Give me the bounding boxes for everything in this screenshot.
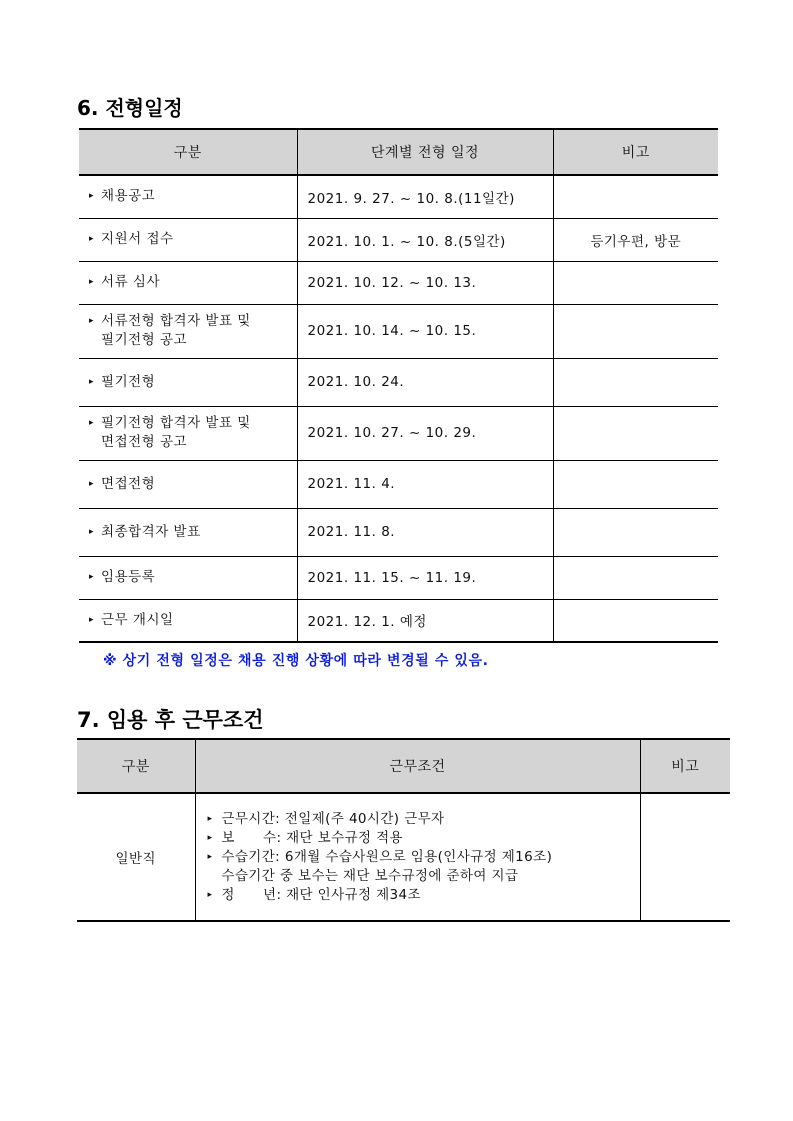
condition-item: [208, 848, 640, 886]
bullet-icon: ▸: [89, 418, 95, 428]
schedule-row: [79, 304, 718, 358]
stage-label: 필기전형 합격자 발표 및 면접전형 공고: [101, 415, 251, 450]
schedule-row: [79, 508, 718, 556]
note-cell: [553, 508, 718, 556]
conditions-table: [77, 738, 730, 922]
bullet-icon: ▸: [89, 526, 95, 537]
stage-cell: [79, 406, 297, 460]
note-cell: [553, 460, 718, 508]
stage-cell: [79, 175, 297, 218]
bullet-icon: ▸: [89, 376, 95, 387]
bullet-icon: ▸: [207, 832, 213, 843]
schedule-notice: ※ 상기 전형 일정은 채용 진행 상황에 따라 변경될 수 있음.: [103, 653, 489, 669]
note-cell: [553, 406, 718, 460]
date-cell: 2021. 11. 4.: [297, 460, 553, 508]
stage-label: 채용공고: [101, 188, 156, 205]
bullet-icon: ▸: [89, 572, 95, 582]
date-cell: 2021. 10. 1. ~ 10. 8.(5일간): [297, 218, 553, 261]
conditions-header-row: [77, 739, 730, 793]
stage-cell: [79, 556, 297, 599]
stage-cell: [79, 599, 297, 642]
stage-label: 임용등록: [101, 569, 156, 585]
bullet-icon: ▸: [207, 813, 213, 824]
conditions-note: [640, 793, 730, 921]
conditions-header-note: 비고: [640, 739, 730, 793]
condition-item: [208, 886, 640, 905]
condition-item: [208, 829, 640, 848]
schedule-row: [79, 358, 718, 406]
date-cell: 2021. 10. 27. ~ 10. 29.: [297, 406, 553, 460]
stage-cell: [79, 261, 297, 304]
schedule-row: [79, 261, 718, 304]
condition-text: 수습기간: 6개월 수습사원으로 임용(인사규정 제16조) 수습기간 중 보수는 재단 보수규정에 준하여 지급: [221, 848, 553, 884]
stage-cell: [79, 460, 297, 508]
note-cell: [553, 175, 718, 218]
section-6-title: 6. 전형일정: [77, 96, 183, 120]
note-cell: [553, 599, 718, 642]
date-cell: 2021. 10. 24.: [297, 358, 553, 406]
header-category: 구분: [79, 129, 297, 175]
header-note: 비고: [553, 129, 718, 175]
schedule-row: [79, 406, 718, 460]
bullet-icon: ▸: [89, 277, 95, 287]
condition-item: [208, 810, 640, 829]
section-7-title: 7. 임용 후 근무조건: [77, 708, 264, 732]
stage-cell: [79, 304, 297, 358]
stage-label: 최종합격자 발표: [101, 523, 201, 540]
bullet-icon: ▸: [89, 234, 95, 244]
stage-cell: [79, 508, 297, 556]
bullet-icon: ▸: [89, 316, 95, 326]
bullet-icon: ▸: [207, 889, 213, 900]
condition-text: 근무시간: 전일제(주 40시간) 근무자: [221, 810, 445, 827]
stage-cell: [79, 218, 297, 261]
stage-label: 서류 심사: [101, 274, 160, 290]
employment-category: 일반직: [115, 851, 157, 867]
bullet-icon: ▸: [89, 478, 95, 489]
conditions-row: [77, 793, 730, 921]
date-cell: 2021. 12. 1. 예정: [297, 599, 553, 642]
condition-text: 보 수: 재단 보수규정 적용: [221, 829, 404, 846]
header-schedule: 단계별 전형 일정: [297, 129, 553, 175]
date-cell: 2021. 10. 12. ~ 10. 13.: [297, 261, 553, 304]
schedule-row: [79, 175, 718, 218]
bullet-icon: ▸: [89, 191, 95, 202]
stage-label: 면접전형: [101, 475, 156, 492]
conditions-list: [196, 810, 640, 905]
date-cell: 2021. 9. 27. ~ 10. 8.(11일간): [297, 175, 553, 218]
conditions-header-category: 구분: [77, 739, 195, 793]
schedule-row: [79, 556, 718, 599]
date-cell: 2021. 11. 8.: [297, 508, 553, 556]
note-cell: [553, 556, 718, 599]
note-cell: [553, 358, 718, 406]
conditions-cell: [195, 793, 640, 921]
schedule-table: [79, 128, 718, 643]
date-cell: 2021. 11. 15. ~ 11. 19.: [297, 556, 553, 599]
schedule-row: [79, 599, 718, 642]
note-cell: [553, 304, 718, 358]
condition-text: 정 년: 재단 인사규정 제34조: [221, 886, 421, 903]
schedule-row: [79, 460, 718, 508]
stage-label: 서류전형 합격자 발표 및 필기전형 공고: [101, 313, 251, 348]
schedule-header-row: [79, 129, 718, 175]
stage-label: 근무 개시일: [101, 611, 174, 628]
stage-label: 지원서 접수: [101, 231, 174, 247]
note-cell: [553, 261, 718, 304]
schedule-row: [79, 218, 718, 261]
date-cell: 2021. 10. 14. ~ 10. 15.: [297, 304, 553, 358]
conditions-header-terms: 근무조건: [195, 739, 640, 793]
stage-cell: [79, 358, 297, 406]
bullet-icon: ▸: [89, 614, 95, 625]
stage-label: 필기전형: [101, 373, 156, 390]
bullet-icon: ▸: [207, 851, 213, 862]
note-cell: 등기우편, 방문: [553, 218, 718, 261]
